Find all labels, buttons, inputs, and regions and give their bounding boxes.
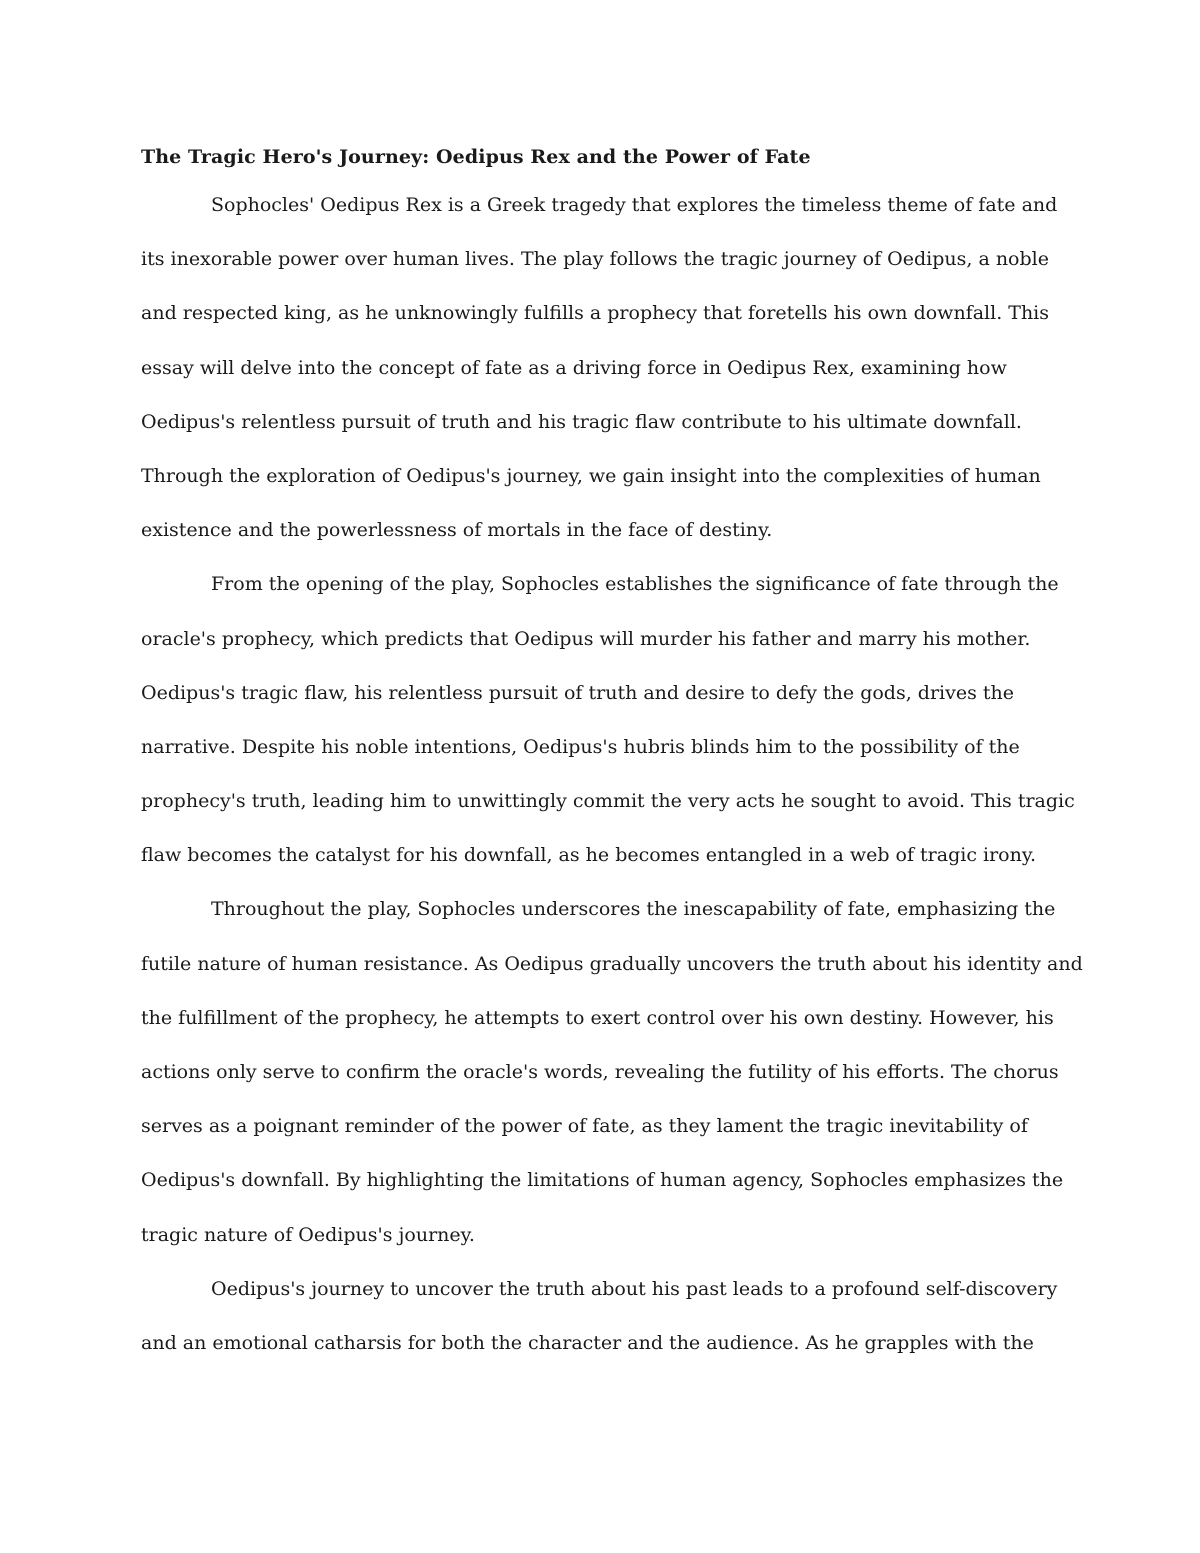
paragraph-line: serves as a poignant reminder of the power of fate, as they lament the tragic inevitability of bbox=[141, 1115, 1028, 1138]
paragraph-line: essay will delve into the concept of fate as a driving force in Oedipus Rex, examining how bbox=[141, 356, 1007, 379]
paragraph-line: From the opening of the play, Sophocles establishes the significance of fate through the bbox=[211, 573, 1059, 596]
paragraph-1 bbox=[141, 178, 1061, 557]
document-body bbox=[141, 136, 1083, 1370]
paragraph-line: flaw becomes the catalyst for his downfall, as he becomes entangled in a web of tragic irony. bbox=[141, 844, 1037, 867]
paragraph-line: Through the exploration of Oedipus's journey, we gain insight into the complexities of human bbox=[141, 464, 1041, 487]
paragraph-4 bbox=[141, 1262, 1061, 1370]
paragraph-line: narrative. Despite his noble intentions, Oedipus's hubris blinds him to the possibility of the bbox=[141, 735, 1020, 758]
paragraph-line: Oedipus's journey to uncover the truth about his past leads to a profound self-discovery bbox=[211, 1277, 1058, 1300]
paragraph-line: Throughout the play, Sophocles underscores the inescapability of fate, emphasizing the bbox=[211, 898, 1056, 921]
paragraph-line: Oedipus's downfall. By highlighting the limitations of human agency, Sophocles emphasizes the bbox=[141, 1169, 1064, 1192]
paragraph-line: actions only serve to confirm the oracle's words, revealing the futility of his efforts. The chorus bbox=[141, 1061, 1059, 1083]
paragraph-line: and respected king, as he unknowingly fulfills a prophecy that foretells his own downfall. This bbox=[141, 302, 1050, 325]
paragraph-line: and an emotional catharsis for both the character and the audience. As he grapples with the bbox=[141, 1331, 1034, 1354]
paragraph-line: tragic nature of Oedipus's journey. bbox=[141, 1223, 475, 1246]
document-title: The Tragic Hero's Journey: Oedipus Rex and the Power of Fate bbox=[141, 146, 811, 168]
paragraph-line: Oedipus's relentless pursuit of truth and his tragic flaw contribute to his ultimate downfall. bbox=[141, 410, 1022, 433]
paragraph-2 bbox=[141, 557, 1075, 882]
paragraph-3 bbox=[141, 882, 1083, 1261]
paragraph-line: Sophocles' Oedipus Rex is a Greek tragedy that explores the timeless theme of fate and bbox=[211, 194, 1058, 216]
paragraph-line: existence and the powerlessness of mortals in the face of destiny. bbox=[141, 519, 773, 542]
paragraph-line: its inexorable power over human lives. The play follows the tragic journey of Oedipus, a noble bbox=[141, 248, 1049, 271]
paragraph-line: the fulfillment of the prophecy, he attempts to exert control over his own destiny. However, his bbox=[141, 1006, 1054, 1029]
paragraph-line: Oedipus's tragic flaw, his relentless pursuit of truth and desire to defy the gods, drives the bbox=[141, 681, 1015, 704]
paragraph-line: prophecy's truth, leading him to unwittingly commit the very acts he sought to avoid. This tragic bbox=[141, 790, 1075, 813]
paragraph-line: oracle's prophecy, which predicts that Oedipus will murder his father and marry his mother. bbox=[141, 627, 1031, 650]
paragraph-line: futile nature of human resistance. As Oedipus gradually uncovers the truth about his identity and bbox=[141, 952, 1083, 975]
